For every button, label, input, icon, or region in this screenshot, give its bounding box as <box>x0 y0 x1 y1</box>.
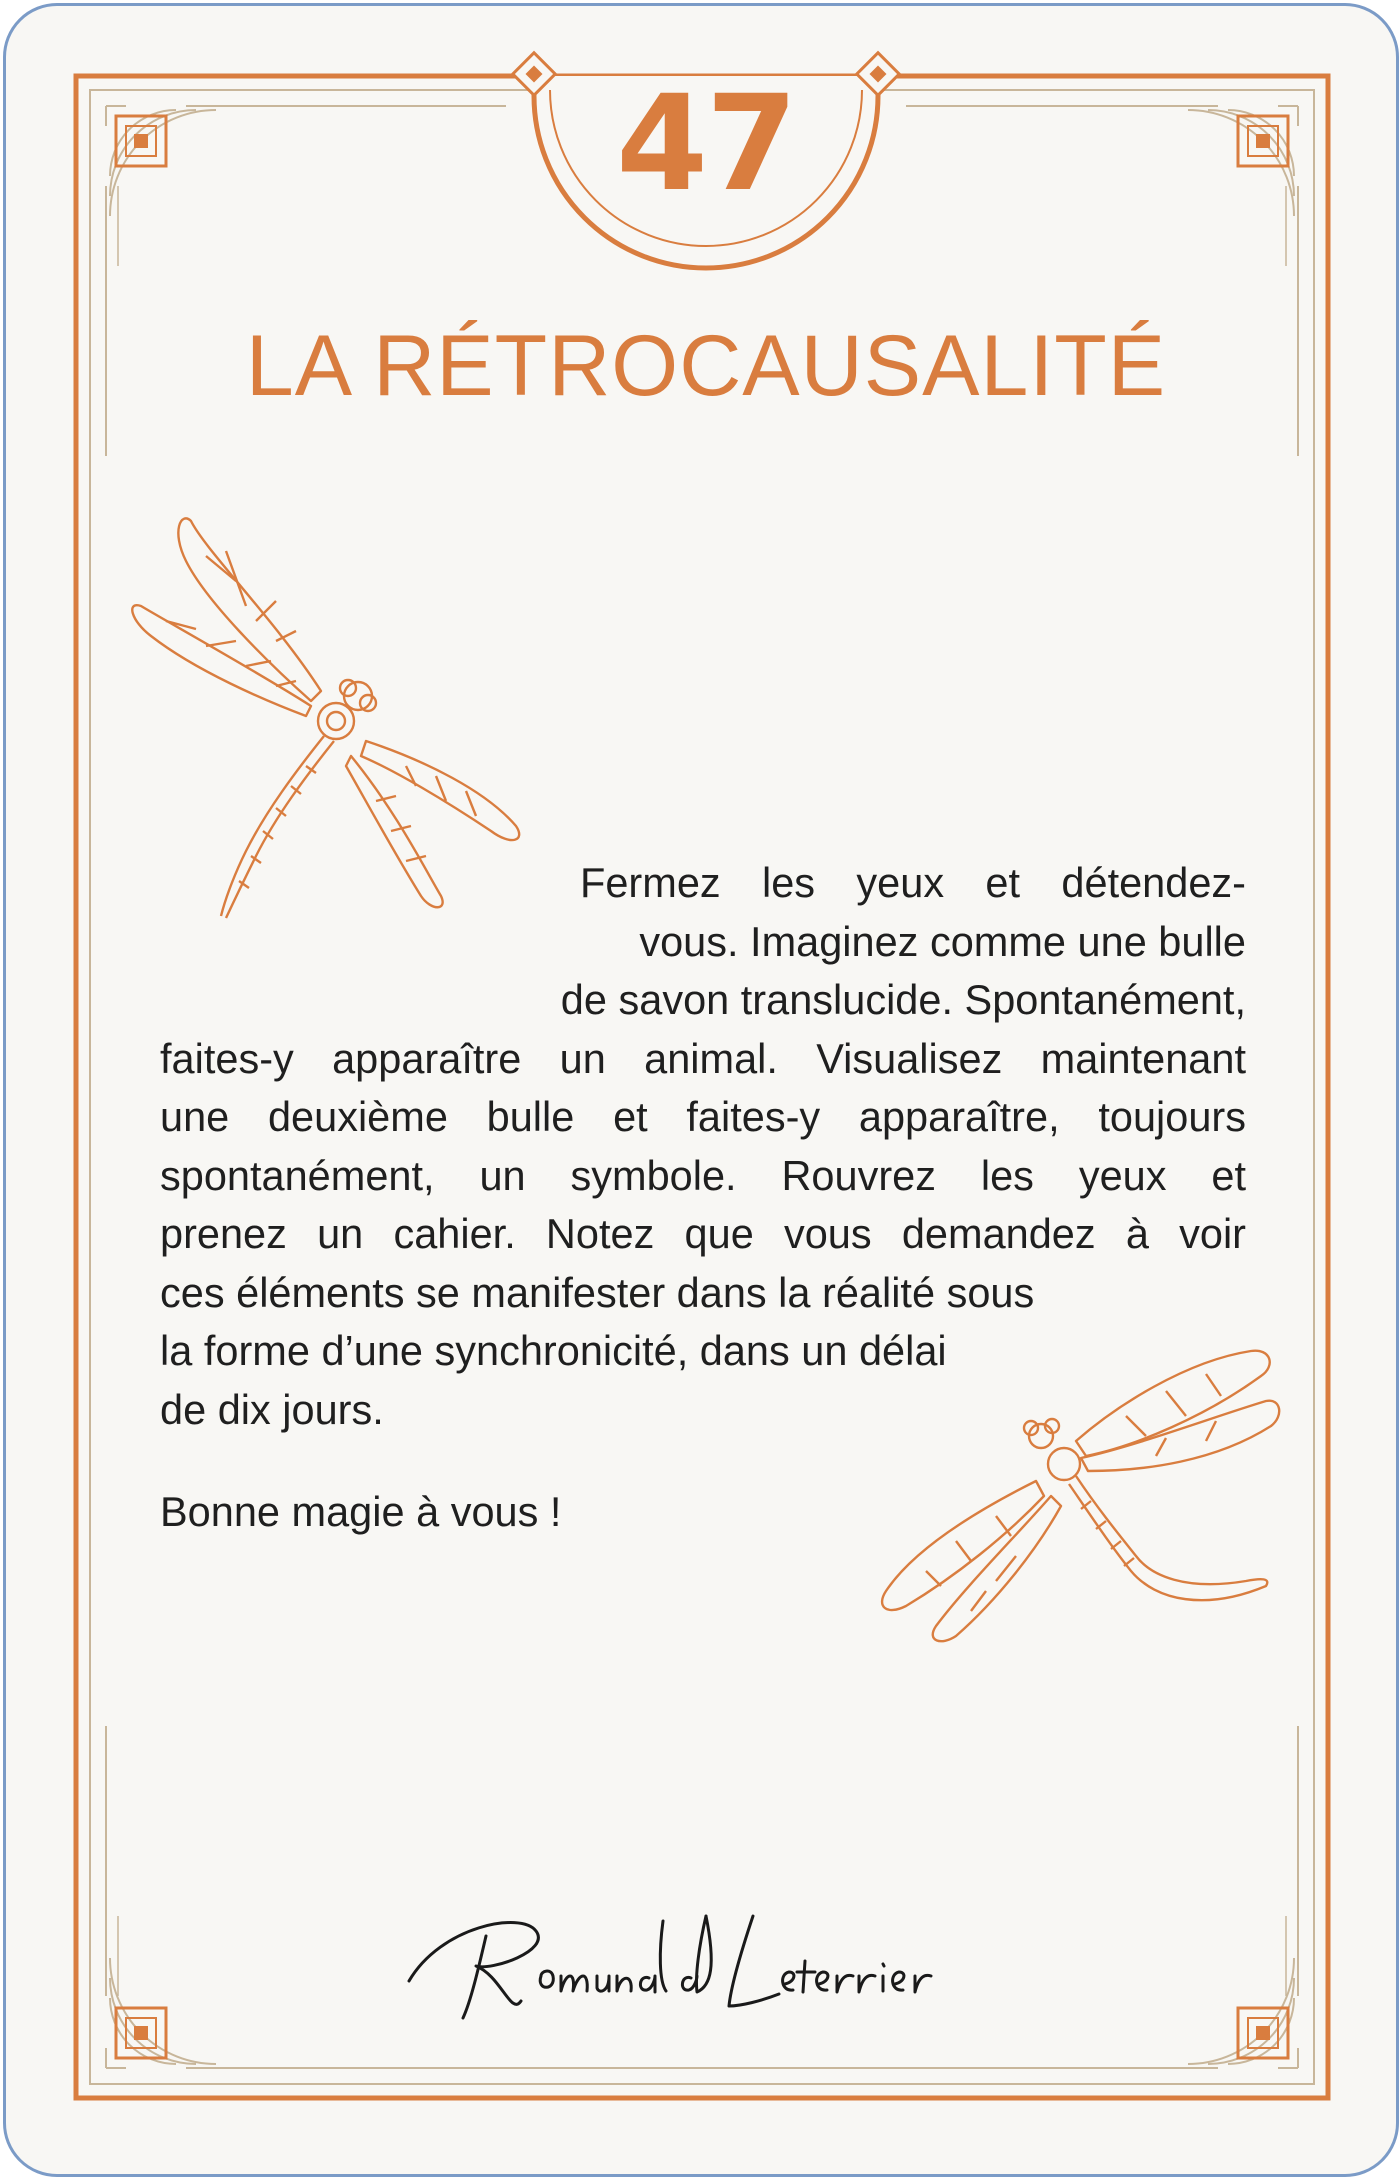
instruction-line: de savon translucide. Spontanément, <box>560 976 1246 1023</box>
instruction-line: de dix jours. <box>160 1385 384 1433</box>
instruction-line: une deuxième bulle et faites-y apparaître, toujours <box>160 1093 1246 1140</box>
instruction-line: la forme d’une synchronicité, dans un délai <box>160 1327 947 1374</box>
card-number: 47 <box>616 67 796 221</box>
closing-line: Bonne magie à vous ! <box>160 1488 562 1535</box>
instruction-line: ces éléments se manifester dans la réalité sous <box>160 1268 1035 1316</box>
instruction-line: vous. Imaginez comme une bulle <box>639 917 1246 965</box>
corner-ornament-top-right <box>1188 106 1298 216</box>
corner-ornament-top-left <box>106 106 216 216</box>
dragonfly-illustration-bottom <box>866 1346 1286 1686</box>
instruction-line: spontanément, un symbole. Rouvrez les yeux et <box>160 1151 1246 1199</box>
instruction-line: faites-y apparaître un animal. Visualisez maintenant <box>160 1034 1246 1082</box>
oracle-card <box>3 3 1399 2177</box>
corner-ornament-bottom-right <box>1188 1958 1298 2068</box>
author-signature <box>401 1906 971 2026</box>
card-title: LA RÉTROCAUSALITÉ <box>245 318 1167 414</box>
instruction-line: Fermez les yeux et détendez- <box>580 859 1246 906</box>
instruction-line: prenez un cahier. Notez que vous demandez à voir <box>160 1210 1246 1257</box>
corner-ornament-bottom-left <box>106 1958 216 2068</box>
